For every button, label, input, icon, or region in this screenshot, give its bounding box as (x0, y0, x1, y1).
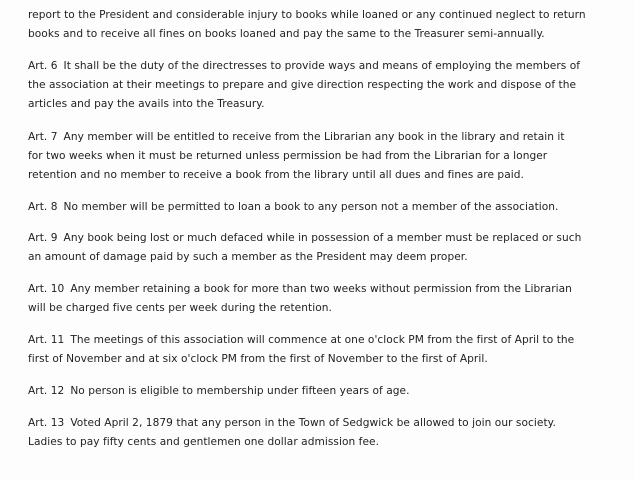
article-line: for two weeks when it must be returned unless permission be had from the Librarian for a longer (28, 150, 548, 162)
article-line (28, 57, 627, 76)
article-label: Art. 12 (28, 385, 65, 397)
article-line: the association at their meetings to prepare and give direction respecting the work and dispose of the (28, 79, 577, 91)
article-line (28, 382, 627, 401)
article-9 (28, 229, 627, 267)
intro-paragraph (28, 6, 627, 44)
article-12 (28, 382, 627, 401)
article-line (28, 280, 627, 299)
article-text: Any book being lost or much defaced while in possession of a member must be replaced or such (63, 232, 582, 244)
article-10 (28, 280, 627, 318)
article-line (28, 331, 627, 350)
article-line (28, 198, 627, 217)
article-line: Ladies to pay fifty cents and gentlemen one dollar admission fee. (28, 436, 380, 448)
article-label: Art. 7 (28, 131, 58, 143)
article-text: No member will be permitted to loan a book to any person not a member of the association. (63, 201, 559, 213)
intro-line: books and to receive all fines on books loaned and pay the same to the Treasurer semi-annually. (28, 28, 545, 40)
article-6 (28, 57, 627, 114)
article-line (28, 128, 627, 147)
article-label: Art. 10 (28, 283, 65, 295)
article-text: The meetings of this association will commence at one o'clock PM from the first of April to the (70, 334, 575, 346)
article-text: It shall be the duty of the directresses to provide ways and means of employing the members of (63, 60, 581, 72)
article-label: Art. 9 (28, 232, 58, 244)
article-text: Any member will be entitled to receive from the Librarian any book in the library and retain it (63, 131, 565, 143)
article-text: No person is eligible to membership under fifteen years of age. (70, 385, 410, 397)
article-label: Art. 6 (28, 60, 58, 72)
article-11 (28, 331, 627, 369)
article-line: articles and pay the avails into the Treasury. (28, 98, 265, 110)
intro-line: report to the President and considerable injury to books while loaned or any continued neglect to return (28, 9, 586, 21)
article-line: retention and no member to receive a book from the library until all dues and fines are paid. (28, 169, 524, 181)
article-13 (28, 414, 627, 452)
article-8 (28, 198, 627, 217)
article-label: Art. 8 (28, 201, 58, 213)
article-line: first of November and at six o'clock PM from the first of November to the first of April. (28, 353, 488, 365)
article-label: Art. 11 (28, 334, 65, 346)
article-text: Voted April 2, 1879 that any person in the Town of Sedgwick be allowed to join our society. (70, 417, 556, 429)
article-text: Any member retaining a book for more than two weeks without permission from the Librarian (70, 283, 572, 295)
article-line (28, 414, 627, 433)
article-7 (28, 128, 627, 185)
article-label: Art. 13 (28, 417, 65, 429)
article-line: will be charged five cents per week during the retention. (28, 302, 332, 314)
article-line (28, 229, 627, 248)
article-line: an amount of damage paid by such a member as the President may deem proper. (28, 251, 468, 263)
